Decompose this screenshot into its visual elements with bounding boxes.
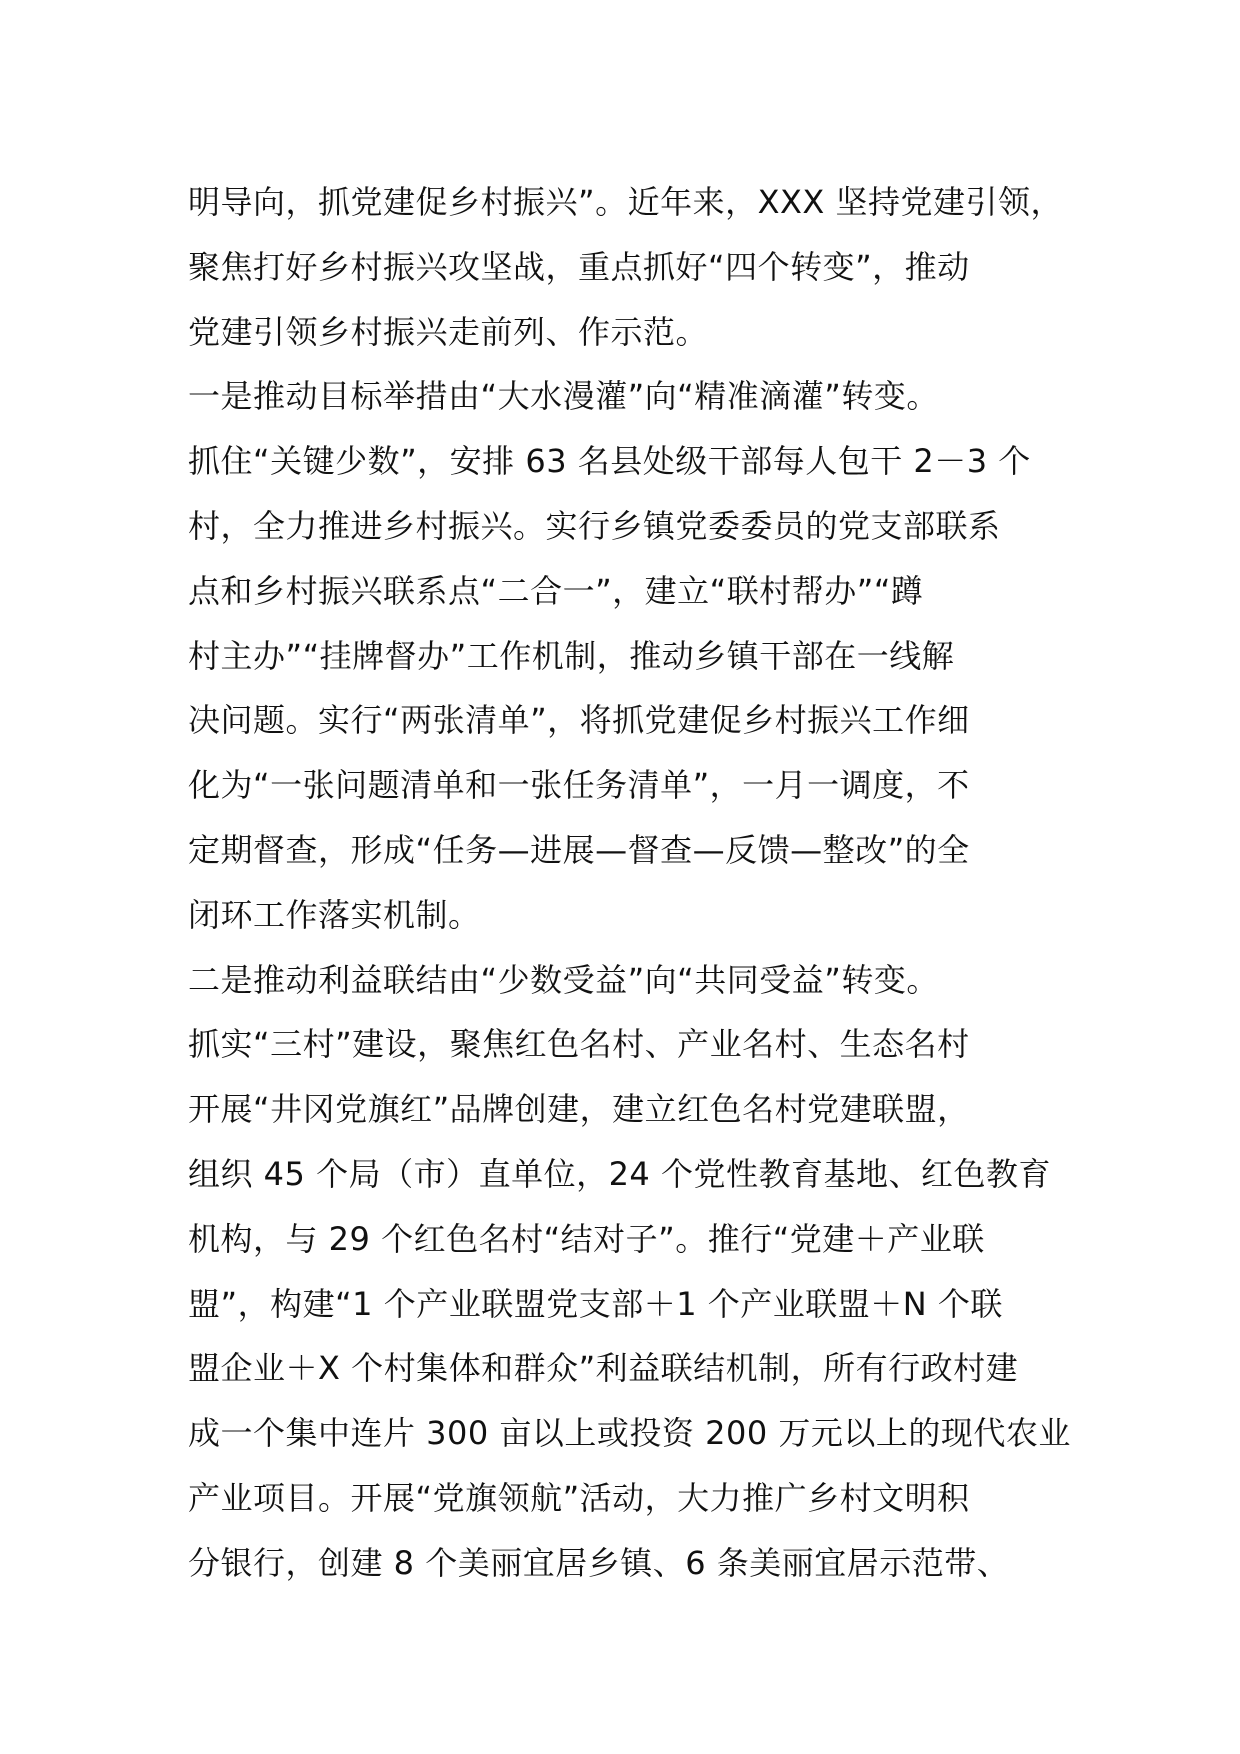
text-line: 成一个集中连片 300 亩以上或投资 200 万元以上的现代农业	[188, 1414, 1071, 1453]
section-heading-line: 二是推动利益联结由“少数受益”向“共同受益”转变。	[188, 960, 939, 999]
text-line: 组织 45 个局（市）直单位，24 个党性教育基地、红色教育	[188, 1154, 1051, 1193]
text-line: 点和乡村振兴联系点“二合一”，建立“联村帮办”“蹲	[188, 571, 924, 610]
text-line: 化为“一张问题清单和一张任务清单”，一月一调度，不	[188, 766, 970, 805]
text-line: 党建引领乡村振兴走前列、作示范。	[188, 312, 709, 351]
text-line: 盟”，构建“1 个产业联盟党支部＋1 个产业联盟＋N 个联	[188, 1284, 1003, 1323]
text-line: 机构，与 29 个红色名村“结对子”。推行“党建＋产业联	[188, 1219, 985, 1258]
text-line: 开展“井冈党旗红”品牌创建，建立红色名村党建联盟，	[188, 1090, 970, 1129]
text-line: 闭环工作落实机制。	[188, 895, 481, 934]
body-text	[188, 170, 1088, 1596]
text-line: 村主办”“挂牌督办”工作机制，推动乡镇干部在一线解	[188, 636, 955, 675]
section-heading-line: 一是推动目标举措由“大水漫灌”向“精准滴灌”转变。	[188, 377, 939, 416]
text-line: 聚焦打好乡村振兴攻坚战，重点抓好“四个转变”，推动	[188, 247, 970, 286]
text-line: 决问题。实行“两张清单”，将抓党建促乡村振兴工作细	[188, 701, 970, 740]
text-line: 产业项目。开展“党旗领航”活动，大力推广乡村文明积	[188, 1478, 970, 1517]
text-line: 抓实“三村”建设，聚焦红色名村、产业名村、生态名村	[188, 1025, 970, 1064]
text-line: 明导向，抓党建促乡村振兴”。近年来，XXX 坚持党建引领，	[188, 183, 1064, 221]
text-line: 定期督查，形成“任务—进展—督查—反馈—整改”的全	[188, 830, 970, 869]
text-line: 村，全力推进乡村振兴。实行乡镇党委委员的党支部联系	[188, 506, 1001, 545]
text-line: 分银行，创建 8 个美丽宜居乡镇、6 条美丽宜居示范带、	[188, 1543, 1010, 1582]
text-line: 抓住“关键少数”，安排 63 名县处级干部每人包干 2－3 个	[188, 442, 1031, 481]
text-line: 盟企业＋X 个村集体和群众”利益联结机制，所有行政村建	[188, 1349, 1019, 1388]
